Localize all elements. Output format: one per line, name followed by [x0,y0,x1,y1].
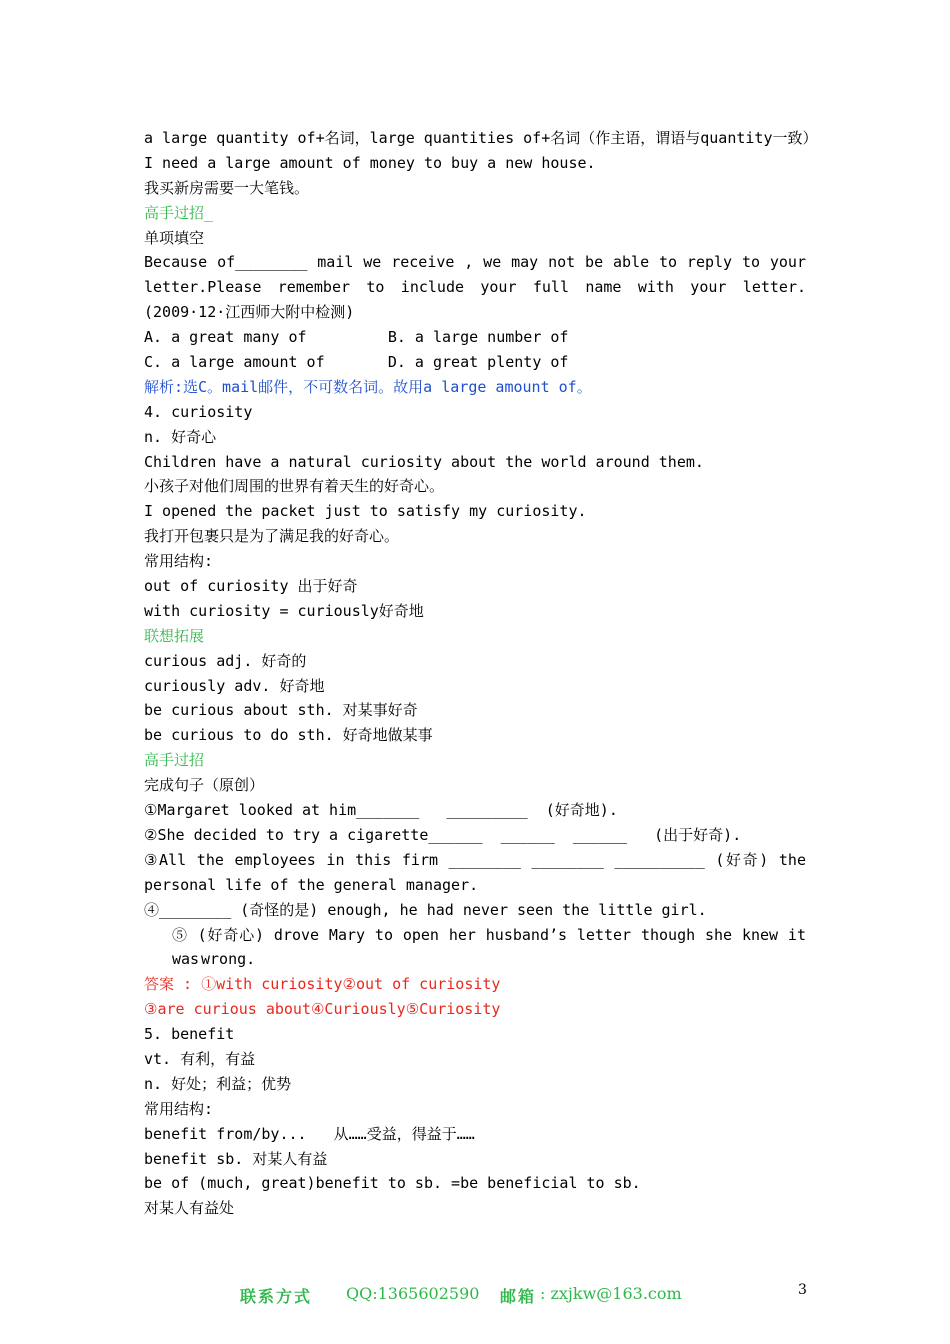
exercise-item: wrong. [201,950,256,969]
text-line: 我打开包裹只是为了满足我的好奇心。 [144,527,400,546]
text-line: 完成句子（原创） [144,776,265,795]
exercise-item: personal life of the general manager. [144,875,479,894]
text-line: be curious to do sth. 好奇地做某事 [144,726,433,745]
text-line: Children have a natural curiosity about the world around them. [144,452,704,471]
section-heading: 高手过招_ [144,203,214,222]
text-line: n. 好奇心 [144,427,217,446]
question-text: letter.Please remember to include your full name with your letter. [144,278,806,297]
text-line: 我买新房需要一大笔钱。 [144,178,310,197]
text-line: 小孩子对他们周围的世界有着天生的好奇心。 [144,477,445,496]
text-line: 对某人有益处 [144,1199,235,1218]
exercise-item: ⑤ (好奇心) drove Mary to open her husband’s letter though she knew it was [172,925,806,969]
exercise-item: ④________ (奇怪的是) enough, he had never seen the little girl. [144,900,707,919]
text-line: n. 好处；利益；优势 [144,1074,292,1093]
text-line: 常用结构: [144,1099,214,1118]
text-line: vt. 有利，有益 [144,1049,256,1068]
page-footer [0,1284,950,1308]
text-line: 常用结构: [144,552,214,571]
text-line: I need a large amount of money to buy a new house. [144,153,596,172]
text-line: I opened the packet just to satisfy my curiosity. [144,502,587,521]
question-text: Because of________ mail we receive , we may not be able to reply to your [144,253,806,272]
explanation: 解析:选C。mail邮件，不可数名词。故用a large amount of。 [144,377,592,396]
entry-title: 4. curiosity [144,402,253,421]
text-line: out of curiosity 出于好奇 [144,577,358,596]
text-line: be curious about sth. 对某事好奇 [144,701,418,720]
answer-option: C. a large amount of D. a great plenty of [144,353,569,372]
page-number: 3 [798,1282,807,1298]
footer-contact-label: 联系方式 [240,1287,313,1306]
question-source: (2009·12·江西师大附中检测) [144,303,355,322]
text-line: with curiosity = curiously好奇地 [144,601,424,620]
text-line: benefit sb. 对某人有益 [144,1149,328,1168]
text-line: curious adj. 好奇的 [144,651,307,670]
text-line: curiously adv. 好奇地 [144,676,325,695]
document-body [144,126,818,1221]
footer-mail-label: 邮箱 [500,1287,537,1306]
entry-title: 5. benefit [144,1025,235,1044]
section-heading: 高手过招 [144,751,205,770]
exercise-item: ①Margaret looked at him_______ _________ (好奇地). [144,801,618,820]
answer-key: 答案 : ①with curiosity②out of curiosity [144,975,501,994]
footer-mail: : zxjkw@163.com [540,1284,682,1303]
text-line: 单项填空 [144,228,205,247]
text-line: a large quantity of+名词，large quantities of+名词（作主语，谓语与quantity一致） [144,129,818,147]
answer-key: ③are curious about④Curiously⑤Curiosity [144,1000,501,1019]
text-line: benefit from/by... 从……受益，得益于…… [144,1124,475,1143]
footer-qq: QQ:1365602590 [346,1284,480,1303]
section-heading: 联想拓展 [144,626,205,645]
exercise-item: ②She decided to try a cigarette______ ______ ______ (出于好奇). [144,825,742,844]
answer-option: A. a great many of B. a large number of [144,328,569,347]
exercise-item: ③All the employees in this firm ________ ________ __________ (好奇) the [144,850,806,869]
text-line: be of (much, great)benefit to sb. =be beneficial to sb. [144,1174,641,1193]
